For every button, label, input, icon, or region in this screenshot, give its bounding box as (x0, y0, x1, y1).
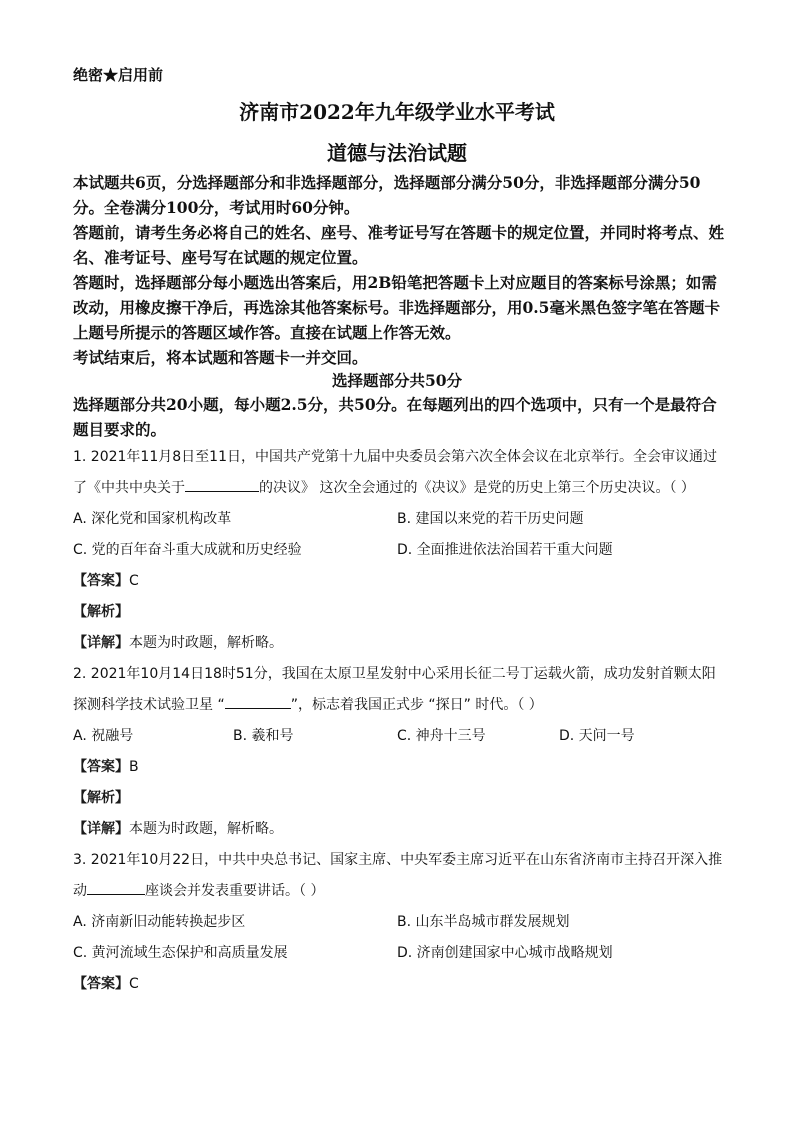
question-2-stem-pre: 探测科学技术试验卫星 “ (73, 697, 225, 713)
question-2-stem-post: ”，标志着我国正式步 “探日” 时代。（ ） (290, 697, 543, 713)
option-c: C. 黄河流域生态保护和高质量发展 (73, 945, 288, 961)
answer-value: B (129, 759, 139, 775)
option-d: D. 全面推进依法治国若干重大问题 (397, 542, 613, 558)
instruction-1: 本试题共6页，分选择题部分和非选择题部分，选择题部分满分50分，非选择题部分满分50分。全卷满分100分，考试用时60分钟。 (73, 173, 701, 217)
option-d: D. 天问一号 (559, 728, 635, 744)
question-1-options-row1 (73, 504, 733, 535)
answer-value: C (129, 573, 139, 589)
question-3 (73, 845, 733, 1000)
analysis-label: 【解析】 (73, 604, 129, 620)
question-2 (73, 659, 733, 845)
confidential-mark: 绝密★启用前 (73, 66, 164, 84)
question-2-options (73, 721, 733, 752)
question-3-stem-post: 座谈会并发表重要讲话。（ ） (145, 883, 325, 899)
exam-instructions (73, 170, 727, 370)
exam-subtitle: 道德与法治试题 (327, 141, 467, 165)
question-2-stem-cont (73, 690, 733, 721)
question-1-stem: 1. 2021年11月8日至11日，中国共产党第十九届中央委员会第六次全体会议在北京举行。全会审议通过 (73, 449, 717, 465)
option-b: B. 羲和号 (233, 728, 294, 744)
question-3-stem-pre: 动 (73, 883, 87, 899)
option-d: D. 济南创建国家中心城市战略规划 (397, 945, 613, 961)
detail-text: 本题为时政题，解析略。 (129, 635, 283, 651)
instruction-2: 答题前，请考生务必将自己的姓名、座号、准考证号写在答题卡的规定位置，并同时将考点、姓名、准考证号、座号写在试题的规定位置。 (73, 223, 725, 267)
option-a: A. 祝融号 (73, 728, 134, 744)
question-1-stem-post: 的决议》 这次全会通过的《决议》是党的历史上第三个历史决议。（ ） (259, 480, 695, 496)
question-3-stem-cont (73, 876, 733, 907)
answer-line (73, 752, 733, 783)
answer-label: 【答案】 (73, 573, 129, 589)
detail-label: 【详解】 (73, 635, 129, 651)
question-1-options-row2 (73, 535, 733, 566)
option-a: A. 深化党和国家机构改革 (73, 511, 232, 527)
answer-value: C (129, 976, 139, 992)
answer-label: 【答案】 (73, 759, 129, 775)
option-c: C. 神舟十三号 (397, 728, 486, 744)
question-1 (73, 442, 733, 659)
fill-blank (225, 692, 291, 709)
question-3-options-row1 (73, 907, 733, 938)
question-3-stem: 3. 2021年10月22日，中共中央总书记、国家主席、中央军委主席习近平在山东省济南市主持召开深入推 (73, 852, 723, 868)
answer-label: 【答案】 (73, 976, 129, 992)
exam-title: 济南市2022年九年级学业水平考试 (239, 100, 555, 124)
option-a: A. 济南新旧动能转换起步区 (73, 914, 246, 930)
fill-blank (185, 475, 259, 492)
analysis-label: 【解析】 (73, 790, 129, 806)
detail-line (73, 628, 733, 659)
answer-line (73, 566, 733, 597)
fill-blank (87, 878, 145, 895)
question-2-stem: 2. 2021年10月14日18时51分，我国在太原卫星发射中心采用长征二号丁运载火箭，成功发射首颗太阳 (73, 666, 716, 682)
option-c: C. 党的百年奋斗重大成就和历史经验 (73, 542, 302, 558)
question-3-options-row2 (73, 938, 733, 969)
detail-text: 本题为时政题，解析略。 (129, 821, 283, 837)
detail-line (73, 814, 733, 845)
answer-line (73, 969, 733, 1000)
instruction-3: 答题时，选择题部分每小题选出答案后，用2B铅笔把答题卡上对应题目的答案标号涂黑；如需改动，用橡皮擦干净后，再选涂其他答案标号。非选择题部分，用0.5毫米黑色签字笔在答题卡上题号所提示的答题区域作答。直接在试题上作答无效。 (73, 273, 720, 342)
option-b: B. 建国以来党的若干历史问题 (397, 511, 584, 527)
detail-label: 【详解】 (73, 821, 129, 837)
section-description: 选择题部分共20小题，每小题2.5分，共50分。在每题列出的四个选项中，只有一个是最符合题目要求的。 (73, 395, 717, 439)
question-1-stem-pre: 了《中共中央关于 (73, 480, 185, 496)
section-heading: 选择题部分共50分 (331, 371, 463, 390)
question-1-stem-cont (73, 473, 733, 504)
instruction-4: 考试结束后，将本试题和答题卡一并交回。 (73, 348, 368, 367)
option-b: B. 山东半岛城市群发展规划 (397, 914, 570, 930)
